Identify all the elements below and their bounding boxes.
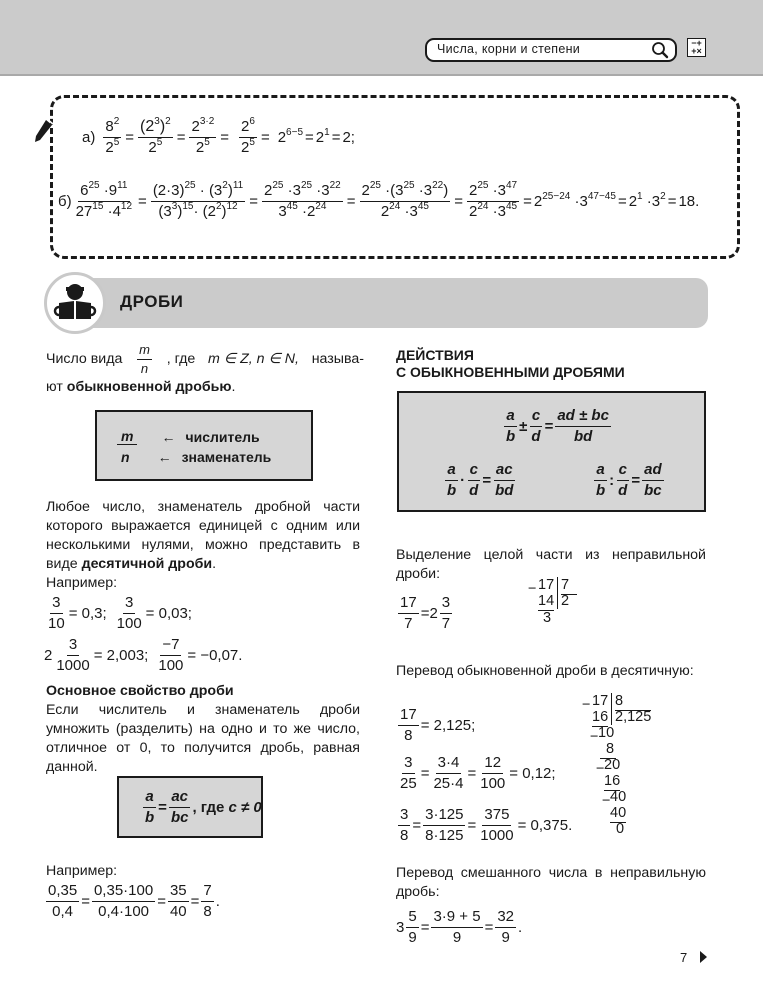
fraction: $\frac{3}{10}$ bbox=[48, 594, 65, 632]
decimal-paragraph: Любое число, знаменатель дробной части которого выражается единицей с одним или несколькими нулями, можно представить в виде десятичной дроби. Например: bbox=[46, 499, 360, 591]
property-example-label: Например: bbox=[46, 863, 118, 879]
property-text: Если числитель и знаменатель дроби умножить (разделить) на одно и то же число, отличное от 0, то получится дробь, равная данной. bbox=[46, 702, 360, 775]
decimal-examples-row-2: 2 $\frac{3}{1000}$ = 2,003; $\frac{-7}{100}$ = −0,07. bbox=[44, 636, 243, 674]
decimal-text: Любое число, знаменатель дробной части которого выражается единицей с одним или несколькими нулями, можно представить в виде bbox=[46, 499, 360, 572]
operations-title-line-1: ДЕЙСТВИЯ bbox=[396, 347, 474, 363]
section-icon-circle bbox=[44, 272, 106, 334]
arithmetic-operations-icon bbox=[687, 38, 706, 57]
numerator-var: m bbox=[117, 428, 137, 445]
search-text: Числа, корни и степени bbox=[437, 42, 581, 56]
plus-symbol: + bbox=[696, 38, 702, 48]
operations-formula-box bbox=[397, 391, 706, 512]
fraction: $\frac{m}{n}$ bbox=[139, 342, 150, 376]
to-decimal-text: Перевод обыкновенной дроби в десятичную: bbox=[396, 663, 694, 679]
arrow-left-icon: ← bbox=[161, 428, 176, 445]
times-symbol: × bbox=[696, 46, 702, 56]
fraction: $\frac{2^{25} \cdot(3^{25} \cdot 3^{22})}{2^{24} \cdot 3^{45}}$ bbox=[361, 180, 449, 220]
fraction: $\frac{3}{1000}$ bbox=[56, 636, 90, 674]
decimal-examples-row-1: $\frac{3}{10}$ = 0,3; $\frac{3}{100}$ = 0,03; bbox=[48, 594, 192, 632]
intro-paragraph: Число вида $\frac{m}{n}$ , где m ∈ Z, n ∈ N, называ- ют обыкновенной дробью. bbox=[46, 342, 364, 396]
page-number: 7 bbox=[680, 950, 688, 965]
to-decimal-example-1: $\frac{17}{8}$ = 2,125; bbox=[400, 706, 476, 744]
property-example: $\frac{0,35}{0,4}$ = $\frac{0,35\cdot 100}{0,4\cdot 100}$ = $\frac{35}{40}$ = $\frac{7}{8}$ . bbox=[48, 882, 220, 920]
fraction-parts-box bbox=[95, 410, 313, 481]
mixed-number-text: Перевод смешанного числа в неправильную дробь: bbox=[396, 865, 706, 900]
operations-title-line-2: С ОБЫКНОВЕННЫМИ ДРОБЯМИ bbox=[396, 364, 625, 380]
whole-part-text: Выделение целой части из неправильной дроби: bbox=[396, 547, 706, 582]
fraction: $\frac{-7}{100}$ bbox=[158, 636, 184, 674]
triangle-right-icon[interactable] bbox=[700, 951, 707, 963]
property-formula-box: $\frac{a}{b}$ = $\frac{ac}{bc}$ , где c ≠ 0 bbox=[117, 776, 263, 838]
fraction: $\frac{6^{25} \cdot 9^{11}}{27^{15} \cdot 4^{12}}$ bbox=[75, 180, 133, 220]
example-label: Например: bbox=[46, 575, 118, 591]
intro-condition: m ∈ Z, n ∈ N, bbox=[208, 350, 299, 367]
magnifier-icon[interactable] bbox=[651, 41, 669, 59]
fraction: $\frac{8^2}{2^5}$ bbox=[105, 115, 120, 156]
intro-text: называ- bbox=[311, 350, 364, 367]
fraction: $\frac{2^{25} \cdot 3^{25} \cdot 3^{22}}{3^{45} \cdot 2^{24}}$ bbox=[264, 180, 341, 220]
long-division-17-7: − 17 7 14 2 3 bbox=[528, 577, 588, 637]
intro-text: ют bbox=[46, 379, 63, 396]
property-block bbox=[46, 682, 360, 777]
whole-part-formula: $\frac{17}{7}$ = 2 $\frac{3}{7}$ bbox=[400, 594, 451, 632]
example-a-label: а) bbox=[82, 128, 96, 146]
fraction: $\frac{2^{25} \cdot 3^{47}}{2^{24} \cdot 3^{45}}$ bbox=[469, 180, 518, 220]
multiply-formula: $\frac{a}{b}$ · $\frac{c}{d}$ = $\frac{ac}{bd}$ bbox=[447, 461, 514, 499]
term-decimal-fraction: десятичной дроби bbox=[81, 556, 213, 572]
fraction: $\frac{3}{100}$ bbox=[116, 594, 142, 632]
to-decimal-example-2: $\frac{3}{25}$ = $\frac{3\cdot 4}{25\cdot 4}$ = $\frac{12}{100}$ = 0,12; bbox=[400, 754, 556, 792]
topic-search-field[interactable] bbox=[425, 38, 677, 62]
intro-text: Число вида bbox=[46, 350, 123, 367]
reading-person-icon bbox=[47, 275, 103, 331]
sum-formula: $\frac{a}{b}$ ± $\frac{c}{d}$ = $\frac{ad \pm bc}{bd}$ bbox=[506, 407, 609, 445]
divide-formula: $\frac{a}{b}$ : $\frac{c}{d}$ = $\frac{ad}{bc}$ bbox=[596, 461, 662, 499]
mixed-number-formula: 3 $\frac{5}{9}$ = $\frac{3\cdot 9 + 5}{9}$ = $\frac{32}{9}$ . bbox=[396, 908, 523, 946]
fraction: $\frac{(2\cdot 3)^{25} \cdot (3^2)^{11}}{(3^3)^{15}\cdot (2^2)^{12}}$ bbox=[152, 180, 244, 220]
example-b: б) $\frac{6^{25} \cdot 9^{11}}{27^{15} \cdot 4^{12}}$ = $\frac{(2\cdot 3)^{25} \cdot (3^2)^{11}}{(3^3)^{15}\cdot (2^2)^{12}}$ = $\frac{2^{25} \cdot 3^{25} \cdot 3^{22}}{3^{45} \cdot 2^{24}}$ = $\frac{2^{25} \cdot(3^{25} \cdot 3^{22})}{2^{24} \cdot 3^{45}}$ = $\frac{2^{25} \cdot 3^{47}}{2^{24} \cdot 3^{45}}$ = $2^{25-24} \cdot 3^{47-45}$ = $2^1 \cdot 3^2$ = 18. bbox=[58, 180, 700, 220]
example-a: а) $\frac{8^2}{2^5}$ = $\frac{(2^3)^2}{2^5}$ = $\frac{2^{3\cdot 2}}{2^5}$ = $\frac{2^6}{2^5}$ = $2^{6-5}$ = $2^1$ = 2; bbox=[82, 115, 355, 157]
property-title: Основное свойство дроби bbox=[46, 683, 234, 699]
condition-math: c ≠ 0 bbox=[228, 799, 262, 816]
numerator-label: числитель bbox=[185, 428, 260, 445]
to-decimal-example-3: $\frac{3}{8}$ = $\frac{3\cdot 125}{8\cdot 125}$ = $\frac{375}{1000}$ = 0,375. bbox=[400, 806, 573, 844]
long-division-17-8: − 17 8 16 2,125 − 10 8 − 20 16 − 40 40 0 bbox=[582, 693, 652, 837]
pencil-icon bbox=[32, 118, 54, 144]
term-common-fraction: обыкновенной дробью bbox=[66, 379, 232, 396]
condition-text: , где bbox=[192, 799, 225, 816]
denominator-var: n bbox=[121, 449, 130, 465]
plus-symbol: + bbox=[691, 46, 697, 56]
fraction: $\frac{2^{3\cdot 2}}{2^5}$ bbox=[191, 115, 215, 156]
minus-symbol: − bbox=[691, 38, 697, 48]
denominator-label: знаменатель bbox=[181, 449, 272, 465]
arrow-left-icon: ← bbox=[157, 449, 172, 465]
operations-title bbox=[396, 347, 625, 381]
example-b-label: б) bbox=[58, 193, 72, 210]
fraction: $\frac{2^6}{2^5}$ bbox=[241, 115, 255, 156]
fraction: $\frac{(2^3)^2}{2^5}$ bbox=[140, 116, 171, 157]
section-title: ДРОБИ bbox=[120, 292, 184, 311]
intro-text: , где bbox=[166, 350, 196, 367]
